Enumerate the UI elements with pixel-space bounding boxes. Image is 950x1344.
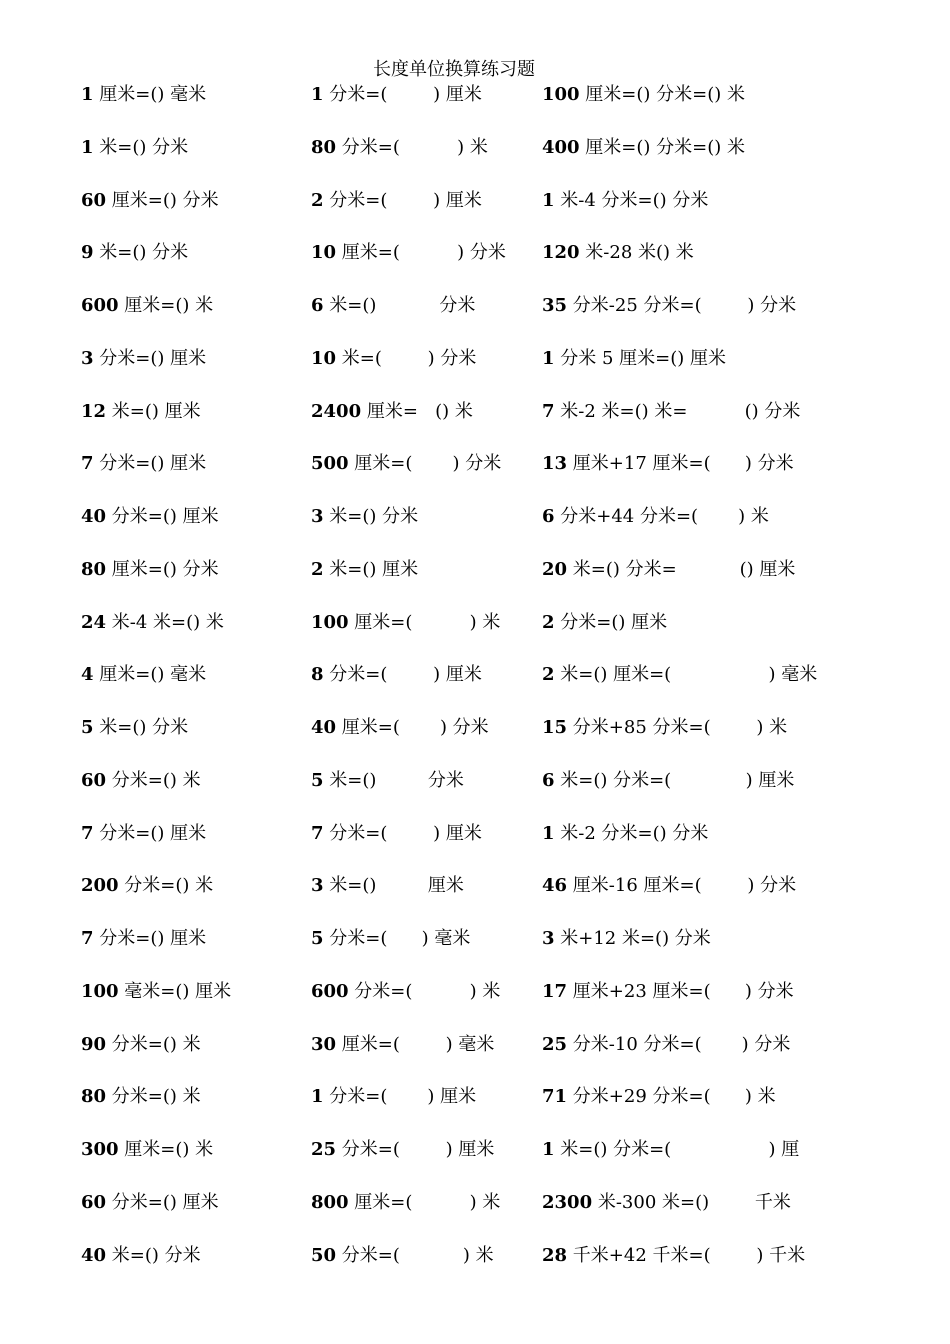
exercise-item	[542, 344, 726, 374]
exercise-item	[542, 713, 787, 743]
exercise-number: 300	[81, 1139, 119, 1160]
exercise-item	[542, 133, 745, 163]
exercise-number: 1	[311, 84, 324, 105]
exercise-number: 40	[311, 717, 337, 738]
exercise-text: 分米=() 米	[106, 1086, 201, 1108]
exercise-text: 米=() 分米	[323, 295, 476, 316]
exercise-item	[311, 186, 482, 216]
exercise-number: 80	[81, 558, 107, 580]
exercise-item	[81, 608, 224, 638]
exercise-text: 厘米=() 分米=() 米	[579, 136, 745, 158]
exercise-item	[311, 344, 476, 374]
exercise-item	[81, 1135, 213, 1165]
exercise-item	[81, 186, 219, 216]
exercise-number: 1	[542, 1139, 555, 1160]
exercise-number: 30	[311, 1033, 337, 1055]
exercise-row	[0, 1030, 950, 1060]
exercise-number: 3	[81, 347, 94, 369]
exercise-number: 8	[311, 664, 324, 686]
exercise-item	[81, 924, 206, 954]
exercise-text: 米=() 分米=( ) 厘米	[554, 769, 795, 791]
exercise-item	[311, 555, 418, 585]
exercise-item	[311, 713, 489, 743]
exercise-item	[311, 133, 488, 163]
exercise-item	[311, 1135, 494, 1165]
exercise-item	[311, 291, 475, 321]
exercise-item	[311, 449, 501, 479]
exercise-item	[542, 555, 795, 585]
exercise-text: 厘米=( ) 毫米	[336, 1033, 495, 1055]
exercise-item	[81, 819, 206, 849]
exercise-row	[0, 133, 950, 163]
exercise-item	[81, 502, 219, 532]
exercise-text: 分米+85 分米=( ) 米	[567, 717, 788, 738]
exercise-text: 米=() 厘米	[106, 400, 201, 422]
exercise-item	[542, 80, 745, 110]
exercise-row	[0, 871, 950, 901]
exercise-text: 厘米=() 米	[118, 1139, 214, 1160]
exercise-number: 5	[311, 769, 324, 791]
exercise-item	[81, 344, 206, 374]
exercise-item	[311, 397, 473, 427]
exercise-text: 厘米= () 米	[361, 400, 473, 422]
exercise-row	[0, 502, 950, 532]
exercise-number: 3	[311, 506, 324, 527]
exercise-number: 400	[542, 136, 580, 158]
exercise-text: 米-2 分米=() 分米	[554, 822, 709, 844]
exercise-row	[0, 397, 950, 427]
exercise-row	[0, 1082, 950, 1112]
exercise-number: 60	[81, 1191, 107, 1213]
exercise-text: 厘米=( ) 分米	[348, 453, 502, 475]
exercise-number: 7	[311, 822, 324, 844]
exercise-number: 20	[542, 558, 568, 580]
exercise-text: 千米+42 千米=( ) 千米	[567, 1244, 806, 1266]
exercise-item	[542, 291, 796, 321]
exercise-number: 120	[542, 242, 580, 264]
exercise-item	[542, 449, 794, 479]
exercise-text: 分米=( ) 厘米	[323, 822, 482, 844]
exercise-number: 25	[542, 1033, 568, 1055]
exercise-number: 13	[542, 453, 568, 475]
exercise-item	[311, 924, 470, 954]
exercise-item	[81, 133, 188, 163]
exercise-item	[311, 1030, 494, 1060]
exercise-item	[311, 660, 482, 690]
exercise-row	[0, 186, 950, 216]
exercise-number: 46	[542, 875, 568, 897]
exercise-row	[0, 1135, 950, 1165]
exercise-number: 71	[542, 1086, 568, 1108]
exercise-text: 分米 5 厘米=() 厘米	[554, 347, 726, 369]
exercise-number: 4	[81, 664, 94, 686]
exercise-number: 6	[542, 769, 555, 791]
exercise-text: 厘米=( ) 米	[348, 1191, 501, 1213]
exercise-number: 24	[81, 611, 107, 633]
exercise-text: 米-28 米() 米	[579, 242, 694, 264]
exercise-item	[81, 291, 213, 321]
exercise-number: 10	[311, 242, 337, 264]
exercise-number: 25	[311, 1139, 337, 1160]
exercise-item	[311, 608, 500, 638]
exercise-text: 厘米=() 毫米	[93, 84, 207, 105]
exercise-number: 600	[81, 295, 119, 316]
exercise-number: 800	[311, 1191, 349, 1213]
exercise-row	[0, 1241, 950, 1271]
exercise-text: 米=() 分米=( ) 厘	[554, 1139, 800, 1160]
exercise-row	[0, 766, 950, 796]
exercise-number: 50	[311, 1244, 337, 1266]
exercise-item	[81, 1188, 219, 1218]
exercise-item	[81, 871, 213, 901]
exercise-text: 厘米+23 厘米=( ) 分米	[567, 980, 794, 1002]
exercise-item	[81, 713, 188, 743]
exercise-text: 分米=() 厘米	[106, 1191, 219, 1213]
exercise-number: 3	[542, 928, 555, 949]
exercise-row	[0, 291, 950, 321]
exercise-item	[542, 766, 794, 796]
exercise-text: 米+12 米=() 分米	[554, 928, 711, 949]
exercise-item	[81, 1030, 201, 1060]
exercise-item	[542, 608, 667, 638]
exercise-text: 分米=() 米	[118, 875, 214, 897]
exercise-text: 厘米=() 分米=() 米	[579, 84, 745, 105]
exercise-number: 17	[542, 980, 568, 1002]
exercise-row	[0, 238, 950, 268]
exercise-item	[542, 1135, 799, 1165]
exercise-text: 分米-10 分米=( ) 分米	[567, 1033, 791, 1055]
exercise-row	[0, 449, 950, 479]
exercise-number: 2300	[542, 1191, 593, 1213]
exercise-text: 米-4 分米=() 分米	[554, 189, 709, 211]
exercise-number: 90	[81, 1033, 107, 1055]
exercise-item	[542, 238, 694, 268]
exercise-item	[542, 397, 800, 427]
exercise-text: 米=() 分米= () 厘米	[567, 558, 796, 580]
exercise-item	[81, 449, 206, 479]
exercise-number: 2	[542, 611, 555, 633]
exercise-item	[81, 397, 201, 427]
exercise-text: 分米=() 米	[106, 769, 201, 791]
exercise-row	[0, 713, 950, 743]
exercise-item	[81, 80, 206, 110]
exercise-text: 米=() 分米	[93, 136, 189, 158]
exercise-item	[542, 871, 796, 901]
exercise-number: 6	[542, 506, 555, 527]
exercise-number: 80	[81, 1086, 107, 1108]
exercise-row	[0, 977, 950, 1007]
exercise-number: 600	[311, 980, 349, 1002]
exercise-text: 分米=() 厘米	[106, 506, 219, 527]
exercise-number: 9	[81, 242, 94, 264]
exercise-number: 3	[311, 875, 324, 897]
exercise-number: 100	[311, 611, 349, 633]
exercise-text: 分米=() 厘米	[93, 453, 207, 475]
exercise-number: 10	[311, 347, 337, 369]
exercise-text: 分米+44 分米=( ) 米	[554, 506, 769, 527]
exercise-number: 28	[542, 1244, 568, 1266]
exercise-row	[0, 344, 950, 374]
exercise-number: 1	[81, 84, 94, 105]
exercise-text: 分米=( ) 米	[336, 1244, 494, 1266]
exercise-number: 2400	[311, 400, 362, 422]
exercise-text: 分米=( ) 米	[336, 136, 488, 158]
exercise-text: 厘米=() 分米	[106, 558, 219, 580]
exercise-number: 7	[81, 453, 94, 475]
exercise-number: 2	[311, 558, 324, 580]
exercise-text: 分米=( ) 厘米	[323, 189, 482, 211]
exercise-text: 厘米=( ) 米	[348, 611, 501, 633]
exercise-text: 米=() 分米	[323, 769, 464, 791]
exercise-text: 米=() 分米	[106, 1244, 201, 1266]
exercise-item	[81, 977, 231, 1007]
exercise-item	[311, 1082, 476, 1112]
exercise-text: 厘米+17 厘米=( ) 分米	[567, 453, 794, 475]
exercise-item	[311, 871, 464, 901]
exercise-item	[311, 766, 464, 796]
exercise-number: 40	[81, 506, 107, 527]
exercise-text: 分米=() 厘米	[93, 928, 207, 949]
exercise-number: 80	[311, 136, 337, 158]
exercise-number: 5	[311, 928, 324, 949]
exercise-row	[0, 1188, 950, 1218]
exercise-number: 1	[81, 136, 94, 158]
exercise-item	[542, 1030, 790, 1060]
exercise-text: 米-300 米=() 千米	[592, 1191, 791, 1213]
exercise-number: 200	[81, 875, 119, 897]
exercise-text: 分米=( ) 厘米	[323, 664, 482, 686]
exercise-item	[542, 1188, 791, 1218]
exercise-text: 分米=( ) 米	[348, 980, 501, 1002]
exercise-text: 厘米=( ) 分米	[336, 242, 506, 264]
page-title: 长度单位换算练习题	[373, 59, 535, 80]
exercise-item	[81, 1241, 201, 1271]
exercise-number: 15	[542, 717, 568, 738]
exercise-item	[311, 238, 506, 268]
exercise-number: 100	[542, 84, 580, 105]
exercise-text: 分米=( ) 厘米	[323, 84, 482, 105]
exercise-text: 分米=( ) 毫米	[323, 928, 471, 949]
exercise-text: 分米=() 米	[106, 1033, 201, 1055]
exercise-number: 5	[81, 717, 94, 738]
exercise-item	[542, 819, 708, 849]
exercise-number: 500	[311, 453, 349, 475]
exercise-row	[0, 819, 950, 849]
exercise-item	[311, 80, 482, 110]
exercise-item	[311, 1188, 500, 1218]
exercise-number: 40	[81, 1244, 107, 1266]
exercise-number: 1	[311, 1086, 324, 1108]
exercise-number: 7	[81, 928, 94, 949]
exercise-number: 1	[542, 189, 555, 211]
exercise-item	[81, 555, 219, 585]
exercise-item	[81, 766, 201, 796]
exercise-text: 米=() 分米	[93, 242, 189, 264]
exercise-item	[542, 1241, 805, 1271]
exercise-text: 厘米-16 厘米=( ) 分米	[567, 875, 797, 897]
exercise-row	[0, 924, 950, 954]
exercise-text: 米=() 分米	[323, 506, 419, 527]
exercise-number: 1	[542, 822, 555, 844]
exercise-number: 7	[81, 822, 94, 844]
exercise-text: 米=() 厘米	[323, 875, 464, 897]
exercise-text: 厘米=( ) 分米	[336, 717, 489, 738]
exercise-number: 7	[542, 400, 555, 422]
exercise-text: 分米=( ) 厘米	[336, 1139, 495, 1160]
exercise-number: 2	[542, 664, 555, 686]
exercise-item	[542, 1082, 776, 1112]
exercise-row	[0, 80, 950, 110]
exercise-item	[542, 660, 817, 690]
exercise-text: 厘米=() 分米	[106, 189, 219, 211]
exercise-number: 100	[81, 980, 119, 1002]
exercise-row	[0, 555, 950, 585]
exercise-item	[81, 1082, 201, 1112]
exercise-text: 分米=( ) 厘米	[323, 1086, 477, 1108]
exercise-number: 60	[81, 769, 107, 791]
exercise-number: 1	[542, 347, 555, 369]
exercise-row	[0, 660, 950, 690]
exercise-text: 米-2 米=() 米= () 分米	[554, 400, 801, 422]
exercise-number: 2	[311, 189, 324, 211]
exercise-text: 分米+29 分米=( ) 米	[567, 1086, 776, 1108]
exercise-text: 厘米=() 米	[118, 295, 214, 316]
exercise-row	[0, 608, 950, 638]
exercise-number: 6	[311, 295, 324, 316]
exercise-text: 厘米=() 毫米	[93, 664, 207, 686]
exercise-item	[542, 977, 794, 1007]
exercise-item	[542, 502, 769, 532]
exercise-item	[81, 660, 206, 690]
exercise-number: 12	[81, 400, 107, 422]
exercise-item	[81, 238, 188, 268]
exercise-text: 分米=() 厘米	[93, 347, 207, 369]
exercise-text: 分米=() 厘米	[554, 611, 668, 633]
exercise-text: 分米-25 分米=( ) 分米	[567, 295, 797, 316]
exercise-text: 米=() 厘米=( ) 毫米	[554, 664, 818, 686]
exercise-item	[542, 186, 708, 216]
exercise-item	[542, 924, 711, 954]
exercise-text: 毫米=() 厘米	[118, 980, 232, 1002]
exercise-number: 60	[81, 189, 107, 211]
exercise-text: 米=( ) 分米	[336, 347, 477, 369]
exercise-number: 35	[542, 295, 568, 316]
exercise-text: 米-4 米=() 米	[106, 611, 224, 633]
exercise-item	[311, 502, 418, 532]
exercise-text: 米=() 厘米	[323, 558, 419, 580]
exercise-item	[311, 977, 500, 1007]
exercise-text: 米=() 分米	[93, 717, 189, 738]
exercise-item	[311, 819, 482, 849]
exercise-item	[311, 1241, 494, 1271]
exercise-text: 分米=() 厘米	[93, 822, 207, 844]
